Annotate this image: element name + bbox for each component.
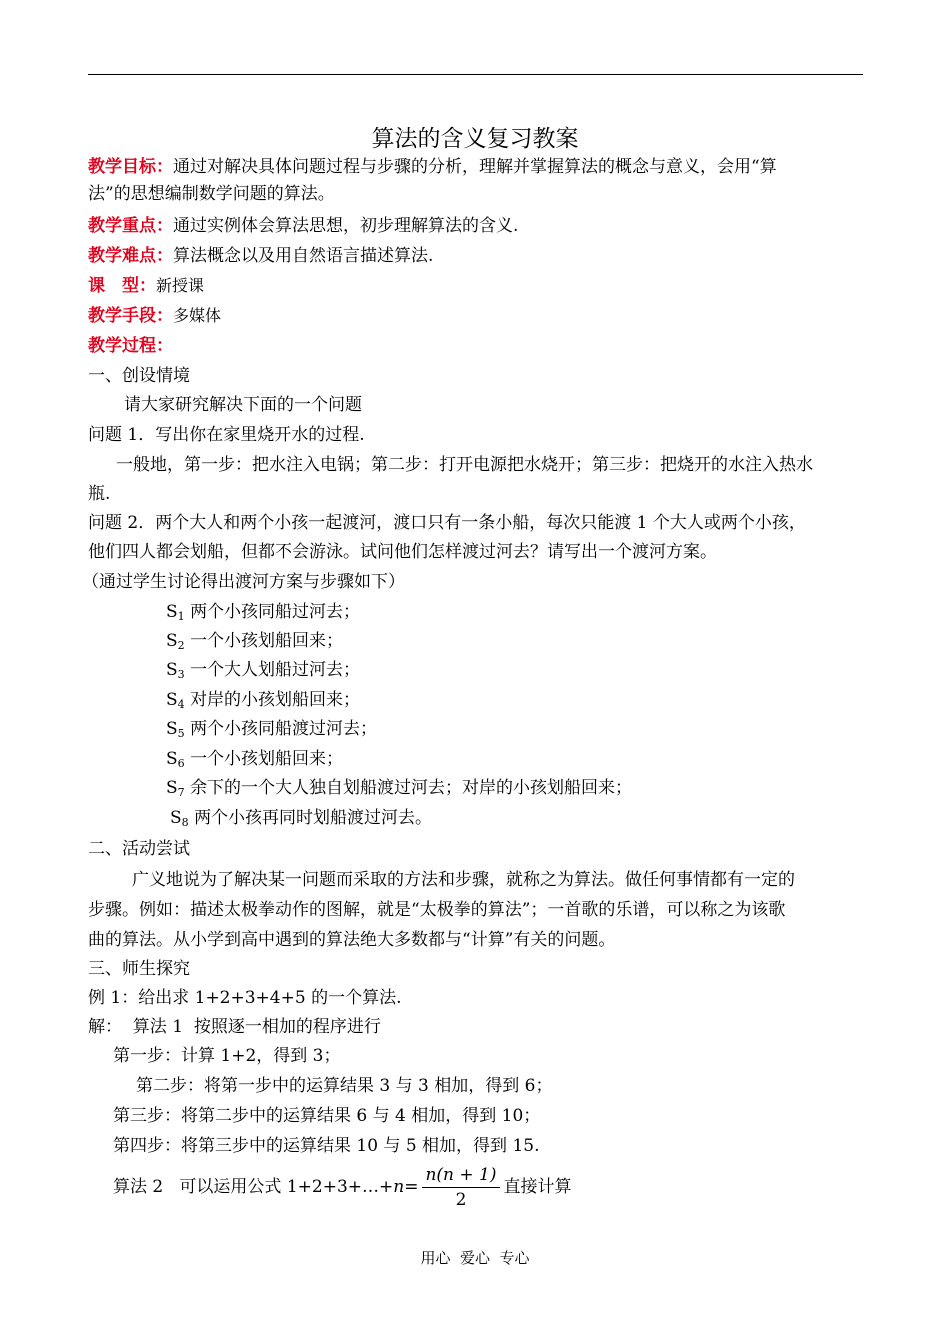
algorithm-2-suffix: 直接计算 (503, 1177, 572, 1197)
page-title: 算法的含义复习教案 (371, 126, 579, 152)
process-heading (88, 335, 173, 357)
difficulty-text: 算法概念以及用自然语言描述算法. (173, 246, 434, 266)
means-label: 教学手段： (88, 306, 173, 326)
goal-label: 教学目标： (88, 157, 173, 177)
lesson-type (88, 275, 204, 297)
section-1-intro: 请大家研究解决下面的一个问题 (124, 395, 362, 415)
section-2-para-3: 曲的算法。从小学到高中遇到的算法绝大多数都与“计算”有关的问题。 (88, 930, 616, 950)
question-2-line-2: 他们四人都会划船，但都不会游泳。试问他们怎样渡过河去？请写出一个渡河方案。 (88, 542, 717, 562)
question-2-line-1: 问题 2．两个大人和两个小孩一起渡河，渡口只有一条小船，每次只能渡 1 个大人或两个小孩， (88, 513, 806, 533)
teaching-means (88, 305, 221, 327)
key-point (88, 215, 518, 237)
step-item: $S_7$ 余下的一个大人独自划船渡过河去；对岸的小孩划船回来； (166, 778, 633, 799)
algorithm-2 (113, 1164, 572, 1210)
section-3-heading: 三、师生探究 (88, 959, 190, 979)
step-item: $S_2$ 一个小孩划船回来； (166, 631, 344, 652)
variable-n: n (393, 1177, 405, 1197)
section-2-heading: 二、活动尝试 (88, 839, 190, 859)
question-1-answer-1: 一般地，第一步：把水注入电锅；第二步：打开电源把水烧开；第三步：把烧开的水注入热水 (116, 455, 813, 475)
step-item: $S_1$ 两个小孩同船过河去； (166, 602, 361, 623)
calc-step-4: 第四步：将第三步中的运算结果 10 与 5 相加，得到 15. (113, 1136, 540, 1156)
sum-formula (422, 1165, 499, 1210)
goal-line-2: 法”的思想编制数学问题的算法。 (88, 184, 335, 204)
difficulty-label: 教学难点： (88, 246, 173, 266)
page-footer: 用心 爱心 专心 (420, 1249, 530, 1267)
section-1-heading: 一、创设情境 (88, 366, 190, 386)
goal-line-1 (88, 156, 777, 178)
step-item: $S_6$ 一个小孩划船回来； (166, 749, 344, 770)
example-1: 例 1：给出求 1+2+3+4+5 的一个算法. (88, 988, 402, 1008)
key-text: 通过实例体会算法思想，初步理解算法的含义. (173, 216, 519, 236)
step-item: $S_8$ 两个小孩再同时划船渡过河去。 (170, 808, 433, 829)
solution-line: 解： 算法 1 按照逐一相加的程序进行 (88, 1017, 381, 1037)
step-item: $S_5$ 两个小孩同船渡过河去； (166, 719, 378, 740)
formula-numerator: n(n + 1) (422, 1165, 499, 1188)
question-1-answer-2: 瓶. (88, 484, 111, 504)
type-label: 课 型： (88, 276, 156, 296)
question-1: 问题 1．写出你在家里烧开水的过程. (88, 425, 365, 445)
difficulty (88, 245, 433, 267)
type-text: 新授课 (156, 276, 205, 295)
equals-sign: = (404, 1177, 419, 1197)
header-rule (88, 74, 863, 75)
formula-denominator: 2 (455, 1190, 467, 1210)
key-label: 教学重点： (88, 216, 173, 236)
algorithm-2-text: 算法 2 可以运用公式 1+2+3+…+ (113, 1177, 394, 1197)
calc-step-2: 第二步：将第一步中的运算结果 3 与 3 相加，得到 6； (136, 1076, 553, 1096)
section-2-para-1: 广义地说为了解决某一问题而采取的方法和步骤，就称之为算法。做任何事情都有一定的 (132, 870, 795, 890)
step-item: $S_4$ 对岸的小孩划船回来； (166, 690, 361, 711)
goal-text: 通过对解决具体问题过程与步骤的分析，理解并掌握算法的概念与意义，会用“算 (173, 157, 777, 177)
process-label: 教学过程： (88, 336, 173, 356)
question-2-note: （通过学生讨论得出渡河方案与步骤如下） (82, 572, 405, 592)
step-item: $S_3$ 一个大人划船过河去； (166, 660, 361, 681)
calc-step-3: 第三步：将第二步中的运算结果 6 与 4 相加，得到 10； (113, 1106, 541, 1126)
section-2-para-2: 步骤。例如：描述太极拳动作的图解，就是“太极拳的算法”；一首歌的乐谱，可以称之为该歌 (88, 900, 786, 920)
means-text: 多媒体 (173, 306, 222, 325)
calc-step-1: 第一步：计算 1+2，得到 3； (113, 1046, 341, 1066)
